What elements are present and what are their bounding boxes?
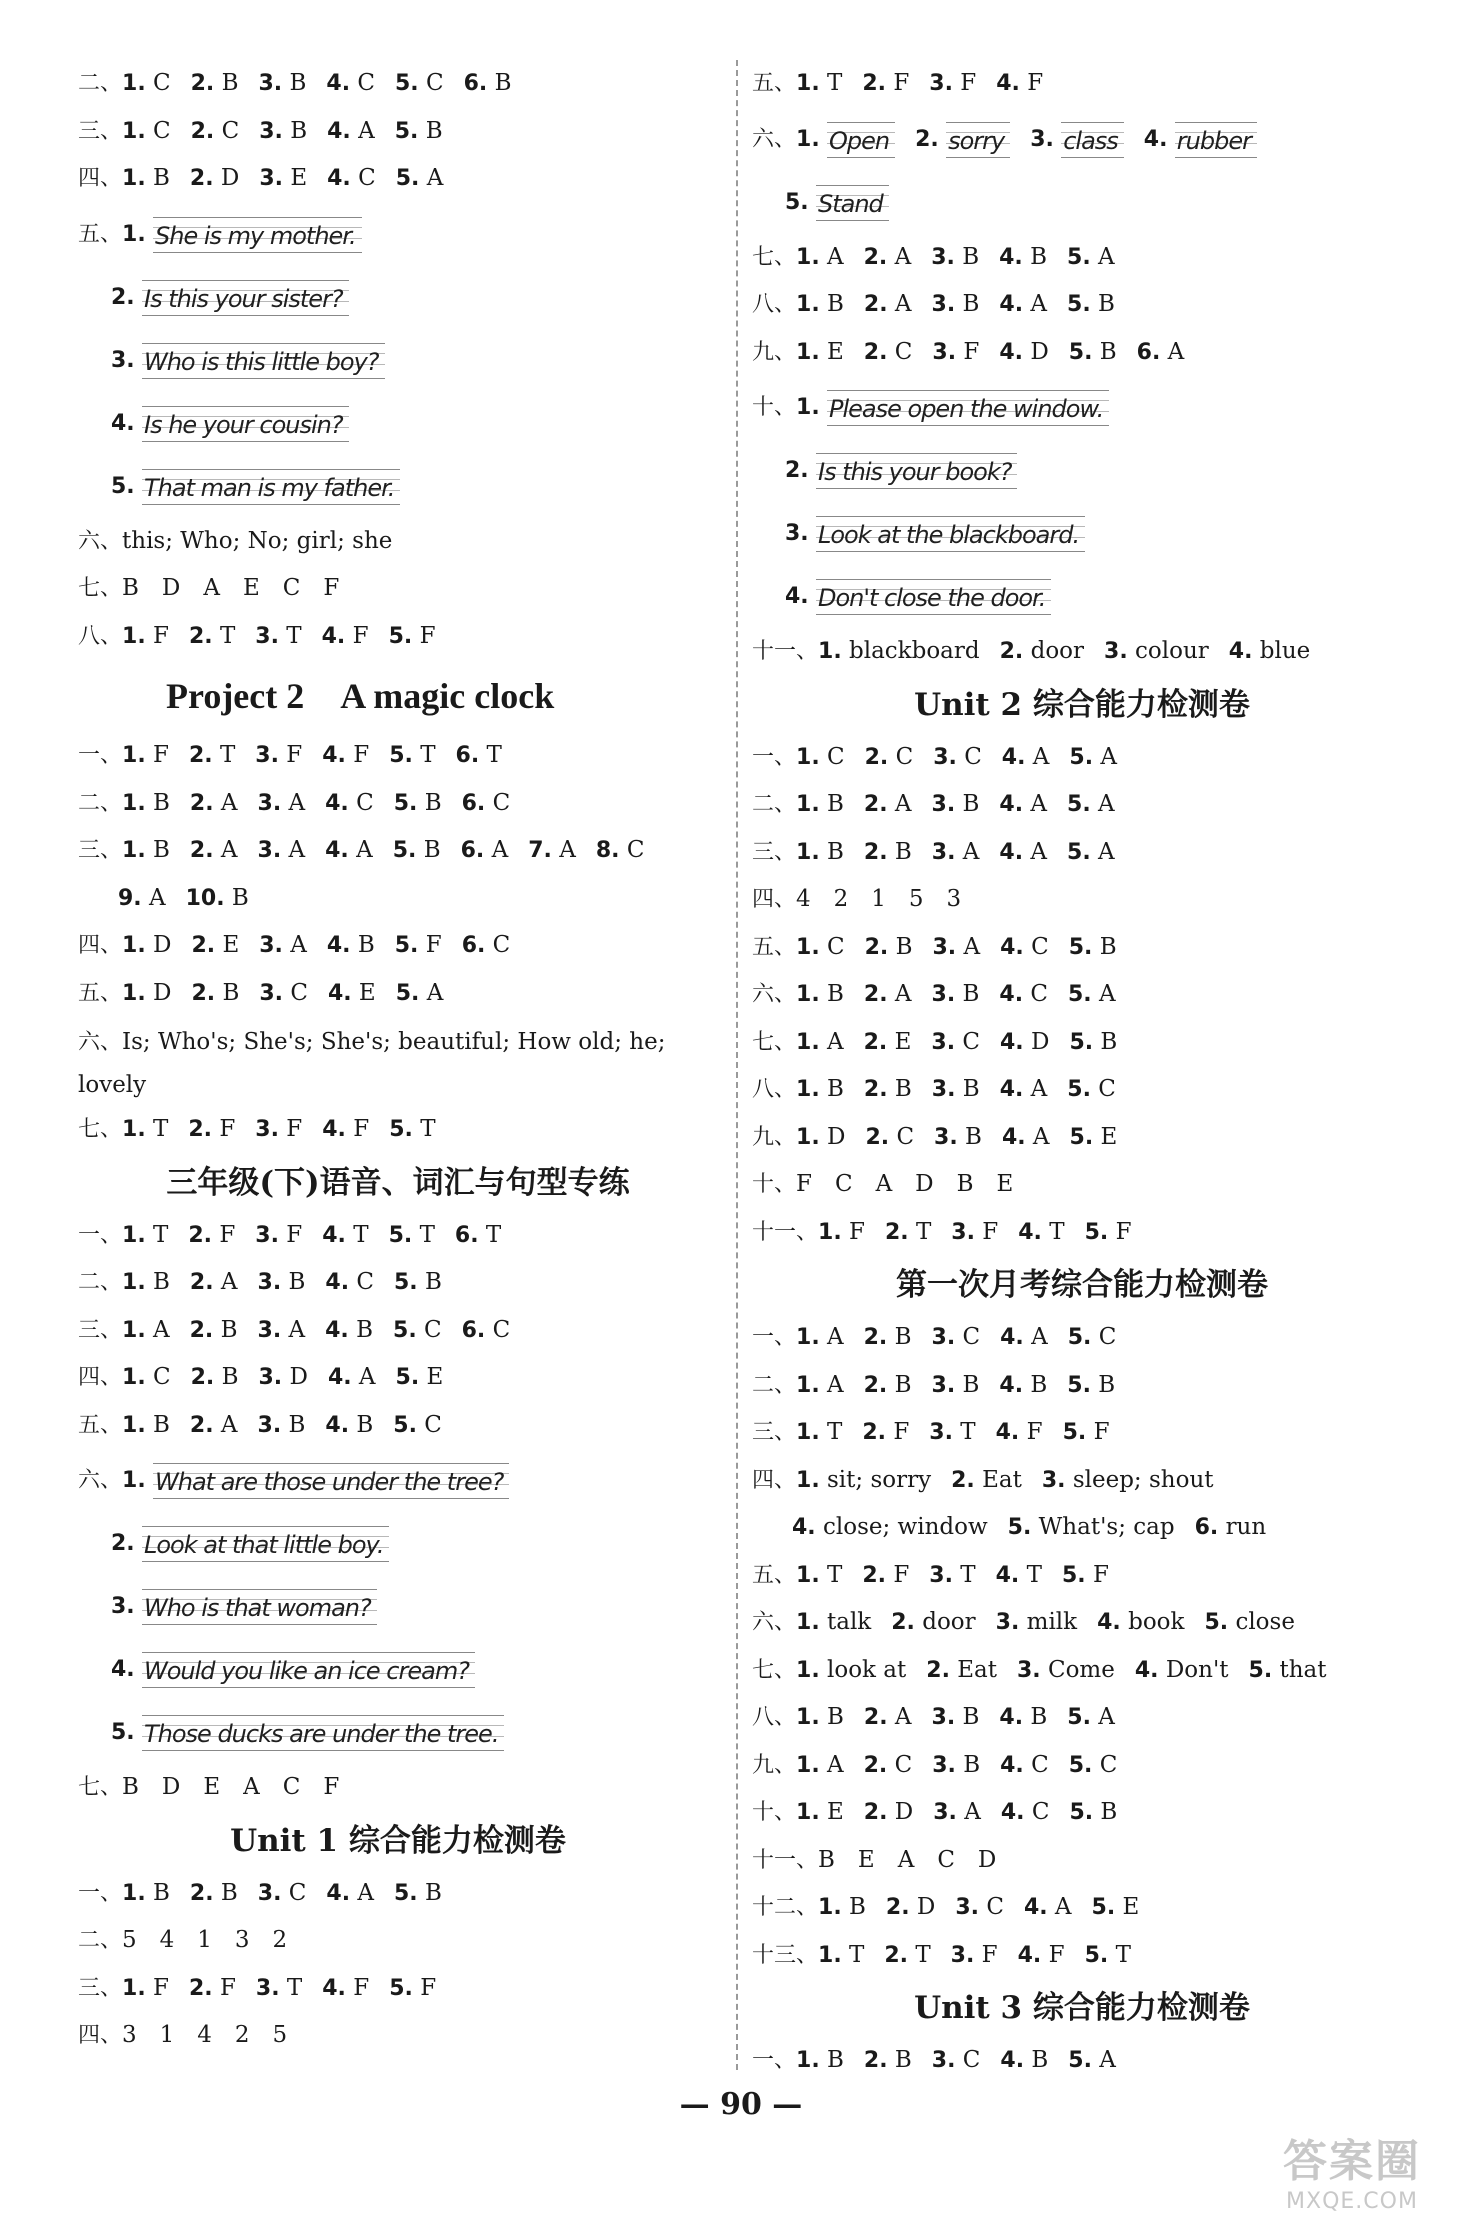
answer-line: 八、1. B 2. A 3. B 4. A 5. B: [752, 291, 1115, 317]
answer-line: 七、1. T 2. F 3. F 4. F 5. T: [78, 1116, 436, 1142]
answer-line: 十一、1. blackboard 2. door 3. colour 4. blue: [752, 638, 1311, 664]
handwriting-answer: sorry: [946, 122, 1010, 158]
handwriting-answer: class: [1061, 122, 1124, 158]
answer-line: 九、1. E 2. C 3. F 4. D 5. B 6. A: [752, 338, 1185, 365]
answer-line: 五、1. B 2. A 3. B 4. B 5. C: [78, 1411, 442, 1438]
answer-line: 七、1. A 2. A 3. B 4. B 5. A: [752, 243, 1115, 270]
handwriting-answer: rubber: [1175, 122, 1257, 158]
answer-line: 一、1. B 2. B 3. C 4. B 5. A: [752, 2047, 1116, 2073]
handwriting-answer: Who is this little boy?: [142, 343, 385, 379]
answer-line: 2. Look at that little boy.: [78, 1512, 718, 1575]
section-heading: Unit 2 综合能力检测卷: [914, 686, 1250, 723]
answer-line: 十一、1. F 2. T 3. F 4. T 5. F: [752, 1218, 1132, 1245]
answer-line: 四、1. B 2. D 3. E 4. C 5. A: [78, 165, 444, 191]
left-column: [78, 60, 718, 2060]
answer-line: 五、1. She is my mother.: [78, 203, 718, 266]
answer-line: 3. Look at the blackboard.: [752, 502, 1412, 565]
answer-line: 四、1. sit; sorry 2. Eat 3. sleep; shout: [752, 1466, 1214, 1493]
answer-line: 5. Those ducks are under the tree.: [78, 1701, 718, 1764]
answer-line: 三、1. A 2. B 3. A 4. B 5. C 6. C: [78, 1316, 511, 1343]
watermark-url: MXQE.COM: [1286, 2189, 1418, 2214]
answer-line: 3. Who is this little boy?: [78, 329, 718, 392]
answer-line: 八、1. F 2. T 3. T 4. F 5. F: [78, 622, 436, 649]
answer-line: 4. close; window 5. What's; cap 6. run: [792, 1514, 1267, 1540]
section-heading: Project 2 A magic clock: [166, 676, 555, 716]
answer-line: 一、1. F 2. T 3. F 4. F 5. T 6. T: [78, 742, 502, 768]
handwriting-answer: Is he your cousin?: [142, 406, 349, 442]
answer-line: 二、5 4 1 3 2: [78, 1927, 288, 1953]
answer-line: 5. That man is my father.: [78, 455, 718, 518]
section-heading: Unit 3 综合能力检测卷: [914, 1990, 1250, 2026]
answer-line: 三、1. B 2. A 3. A 4. A 5. B 6. A 7. A 8. C: [78, 837, 645, 863]
answer-line: 五、1. T 2. F 3. F 4. F: [752, 70, 1044, 96]
answer-line: 一、1. T 2. F 3. F 4. T 5. T 6. T: [78, 1221, 502, 1248]
answer-line: 二、1. A 2. B 3. B 4. B 5. B: [752, 1371, 1116, 1398]
watermark-logo: [1242, 2135, 1462, 2225]
answer-line: 五、1. D 2. B 3. C 4. E 5. A: [78, 979, 444, 1006]
answer-line: 四、1. D 2. E 3. A 4. B 5. F 6. C: [78, 932, 511, 958]
page-number: — 90 —: [679, 2087, 803, 2122]
answer-line: 七、B D E A C F: [78, 1774, 340, 1800]
section-heading: 第一次月考综合能力检测卷: [896, 1267, 1268, 1303]
handwriting-answer: Don't close the door.: [816, 579, 1051, 615]
answer-line: 七、B D A E C F: [78, 575, 340, 601]
handwriting-answer: Who is that woman?: [142, 1589, 377, 1625]
answer-line: 四、3 1 4 2 5: [78, 2022, 288, 2048]
answer-line: 四、1. C 2. B 3. D 4. A 5. E: [78, 1364, 444, 1390]
answer-line: 四、4 2 1 5 3: [752, 886, 962, 912]
answer-line: 9. A 10. B: [118, 884, 249, 911]
answer-line: 5. Stand: [752, 171, 1412, 234]
answer-line: 九、1. A 2. C 3. B 4. C 5. C: [752, 1751, 1118, 1778]
watermark-logo-text: 答案圈: [1283, 2136, 1421, 2187]
answer-line: 十一、B E A C D: [752, 1846, 997, 1873]
answer-line: 三、1. F 2. F 3. T 4. F 5. F: [78, 1974, 437, 2001]
handwriting-answer: Would you like an ice cream?: [142, 1652, 475, 1688]
answer-line: 八、1. B 2. A 3. B 4. B 5. A: [752, 1704, 1115, 1730]
answer-line: 二、1. B 2. A 3. B 4. C 5. B: [78, 1269, 442, 1295]
section-heading: 三年级(下)语音、词汇与句型专练: [166, 1164, 630, 1201]
answer-line: 二、1. B 2. A 3. B 4. A 5. A: [752, 791, 1115, 817]
handwriting-answer: Stand: [816, 185, 889, 221]
answer-line: 2. Is this your book?: [752, 439, 1412, 502]
answer-line: 六、1. Open 2. sorry 3. class 4. rubber: [752, 108, 1412, 171]
answer-line: 十、F C A D B E: [752, 1171, 1014, 1197]
answer-line: 五、1. C 2. B 3. A 4. C 5. B: [752, 933, 1117, 960]
answer-line: 六、this; Who; No; girl; she: [78, 527, 393, 554]
answer-line: 三、1. C 2. C 3. B 4. A 5. B: [78, 117, 443, 144]
column-divider: [736, 60, 738, 2070]
answer-line: 三、1. B 2. B 3. A 4. A 5. A: [752, 838, 1115, 865]
right-column: [752, 60, 1412, 2085]
answer-line: 九、1. D 2. C 3. B 4. A 5. E: [752, 1123, 1118, 1150]
answer-line: 六、1. What are those under the tree?: [78, 1449, 718, 1512]
answer-line: 2. Is this your sister?: [78, 266, 718, 329]
handwriting-answer: She is my mother.: [153, 217, 362, 253]
answer-line: 六、Is; Who's; She's; She's; beautiful; How old; he; lovely: [78, 1029, 666, 1098]
answer-line: 一、1. A 2. B 3. C 4. A 5. C: [752, 1324, 1117, 1350]
answer-line: 4. Is he your cousin?: [78, 392, 718, 455]
answer-line: 一、1. B 2. B 3. C 4. A 5. B: [78, 1879, 442, 1906]
handwriting-answer: Look at that little boy.: [142, 1526, 389, 1562]
answer-line: 十三、1. T 2. T 3. F 4. F 5. T: [752, 1941, 1131, 1968]
handwriting-answer: Please open the window.: [827, 390, 1109, 426]
handwriting-answer: Open: [827, 122, 895, 158]
answer-line: 七、1. look at 2. Eat 3. Come 4. Don't 5. that: [752, 1656, 1327, 1683]
answer-line: 三、1. T 2. F 3. T 4. F 5. F: [752, 1419, 1110, 1445]
handwriting-answer: Is this your book?: [816, 453, 1017, 489]
handwriting-answer: That man is my father.: [142, 469, 400, 505]
answer-line: 4. Would you like an ice cream?: [78, 1638, 718, 1701]
answer-line: 十二、1. B 2. D 3. C 4. A 5. E: [752, 1894, 1140, 1920]
answer-line: 六、1. B 2. A 3. B 4. C 5. A: [752, 981, 1116, 1007]
section-heading: Unit 1 综合能力检测卷: [230, 1822, 566, 1859]
answer-line: 七、1. A 2. E 3. C 4. D 5. B: [752, 1028, 1118, 1055]
handwriting-answer: Look at the blackboard.: [816, 516, 1085, 552]
answer-line: 八、1. B 2. B 3. B 4. A 5. C: [752, 1076, 1116, 1102]
answer-line: 十、1. Please open the window.: [752, 376, 1412, 439]
answer-line: 3. Who is that woman?: [78, 1575, 718, 1638]
answer-line: 4. Don't close the door.: [752, 565, 1412, 628]
answer-line: 一、1. C 2. C 3. C 4. A 5. A: [752, 743, 1118, 770]
handwriting-answer: Those ducks are under the tree.: [142, 1715, 504, 1751]
handwriting-answer: What are those under the tree?: [153, 1463, 509, 1499]
answer-line: 六、1. talk 2. door 3. milk 4. book 5. close: [752, 1609, 1295, 1635]
answer-line: 二、1. C 2. B 3. B 4. C 5. C 6. B: [78, 70, 512, 96]
answer-line: 二、1. B 2. A 3. A 4. C 5. B 6. C: [78, 789, 511, 816]
handwriting-answer: Is this your sister?: [142, 280, 349, 316]
answer-line: 五、1. T 2. F 3. T 4. T 5. F: [752, 1561, 1109, 1588]
answer-line: 十、1. E 2. D 3. A 4. C 5. B: [752, 1799, 1118, 1825]
